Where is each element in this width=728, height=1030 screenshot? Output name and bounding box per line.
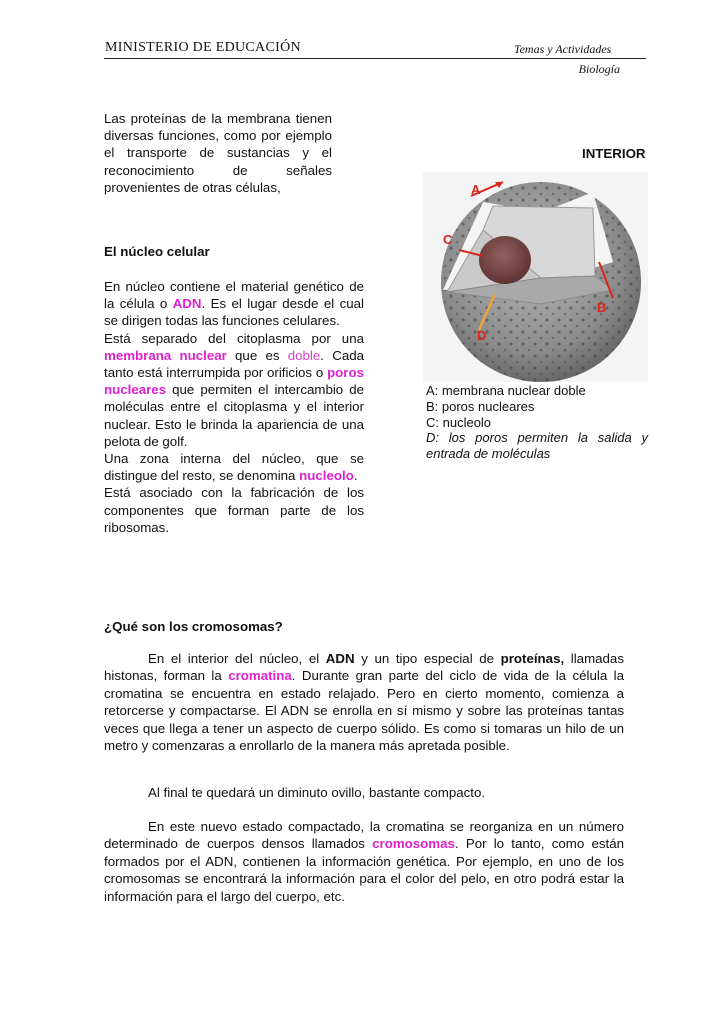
- text-span: . Por lo tanto, como están formados por el ADN, contienen la información genética. Por ejemplo, en uno de los cromosomas se encontrará la información para el color del pelo, en otro podrá estar la información para el largo del cuerpo, etc.: [104, 836, 624, 904]
- chromosomes-p2-text: Al final te quedará un diminuto ovillo, bastante compacto.: [148, 785, 486, 800]
- chromosomes-p3-text: [104, 818, 624, 905]
- nucleolus-shape: [479, 236, 531, 284]
- chromosomes-paragraph-1: [104, 650, 624, 754]
- nucleus-title: El núcleo celular: [104, 244, 210, 259]
- figure-heading: INTERIOR: [582, 146, 646, 161]
- term-adn-bold: ADN: [325, 651, 355, 666]
- chromosomes-paragraph-2: [104, 784, 624, 801]
- text-span: Está separado del citoplasma por una: [104, 330, 364, 346]
- caption-d: D: los poros permiten la salida y entrada de moléculas: [426, 430, 648, 462]
- header-subject: Biología: [578, 62, 620, 76]
- text-span: Una zona interna del núcleo, que se distingue del resto, se denomina: [104, 451, 364, 484]
- label-b: B: [597, 300, 607, 315]
- chromosomes-p1-text: [104, 650, 624, 754]
- text-span: . Cada tanto está interrumpida por orificios o: [104, 347, 364, 381]
- text-span: . Durante gran parte del ciclo de vida de la célula la cromatina se encuentra en estado relajado. Pero en cierto momento, comienza a retorcerse y compactarse. El ADN se enrolla en sí mismo y sobre las proteínas tantas veces que llega a tener un aspecto de cuerpo sólido. Es como si tomaras un hilo de un metro y comenzaras a enrollarlo de la manera más apretada posible.: [104, 668, 624, 754]
- term-doble: doble: [287, 347, 321, 363]
- header-topic: Temas y Actividades: [514, 42, 612, 56]
- text-span: . Es el lugar desde el cual se dirigen todas las funciones celulares.: [104, 296, 364, 329]
- text-span: que permiten el intercambio de moléculas entre el citoplasma y el interior nuclear. Esto le brinda la apariencia de una pelota de golf.: [104, 382, 364, 449]
- chromosomes-paragraph-3: [104, 818, 624, 905]
- term-cromatina: cromatina: [228, 668, 292, 684]
- text-span: llamadas histonas, forman la: [104, 651, 624, 684]
- nucleus-figure: [423, 172, 648, 382]
- caption-c: C: nucleolo: [426, 414, 492, 430]
- caption-a: A: membrana nuclear doble: [426, 383, 586, 398]
- text-span: que es: [226, 347, 288, 363]
- text-span: .: [353, 468, 358, 484]
- text-span: En núcleo contiene el material genético de la célula o: [104, 279, 364, 312]
- intro-text: Las proteínas de la membrana tienen diversas funciones, como por ejemplo el transporte de sustancias y el reconocimiento de señales provenientes de otras células,: [104, 111, 332, 195]
- term-membrana-nuclear: membrana nuclear: [104, 347, 227, 363]
- text-span: En el interior del núcleo, el: [148, 651, 326, 666]
- figure-caption: [426, 383, 648, 462]
- caption-b: B: poros nucleares: [426, 398, 535, 414]
- chromosomes-title: ¿Qué son los cromosomas?: [104, 619, 283, 634]
- term-cromosomas: cromosomas: [372, 836, 455, 852]
- term-proteinas: proteínas,: [500, 651, 565, 666]
- nucleus-paragraph-4: Está asociado con la fabricación de los componentes que forman parte de los ribosomas.: [104, 485, 364, 535]
- label-d: D: [477, 328, 487, 343]
- term-adn: ADN: [172, 296, 202, 312]
- intro-paragraph: [104, 110, 332, 196]
- term-poros-nucleares: poros nucleares: [104, 365, 364, 398]
- label-a: A: [471, 182, 481, 197]
- nucleus-paragraph-1: [104, 278, 364, 330]
- nucleus-paragraph-3: [104, 450, 364, 484]
- text-span: En este nuevo estado compactado, la cromatina se reorganiza en un número determinado de cuerpos densos llamados: [104, 819, 624, 852]
- label-c: C: [443, 232, 453, 247]
- header-ministry: MINISTERIO DE EDUCACIÓN: [105, 40, 301, 55]
- nucleus-paragraph-2: [104, 330, 364, 450]
- term-nucleolo: nucleolo: [299, 468, 354, 484]
- header-rule: [104, 58, 646, 59]
- nucleus-section: [104, 278, 364, 536]
- nucleus-illustration: [423, 172, 648, 382]
- text-span: y un tipo especial de: [354, 651, 501, 666]
